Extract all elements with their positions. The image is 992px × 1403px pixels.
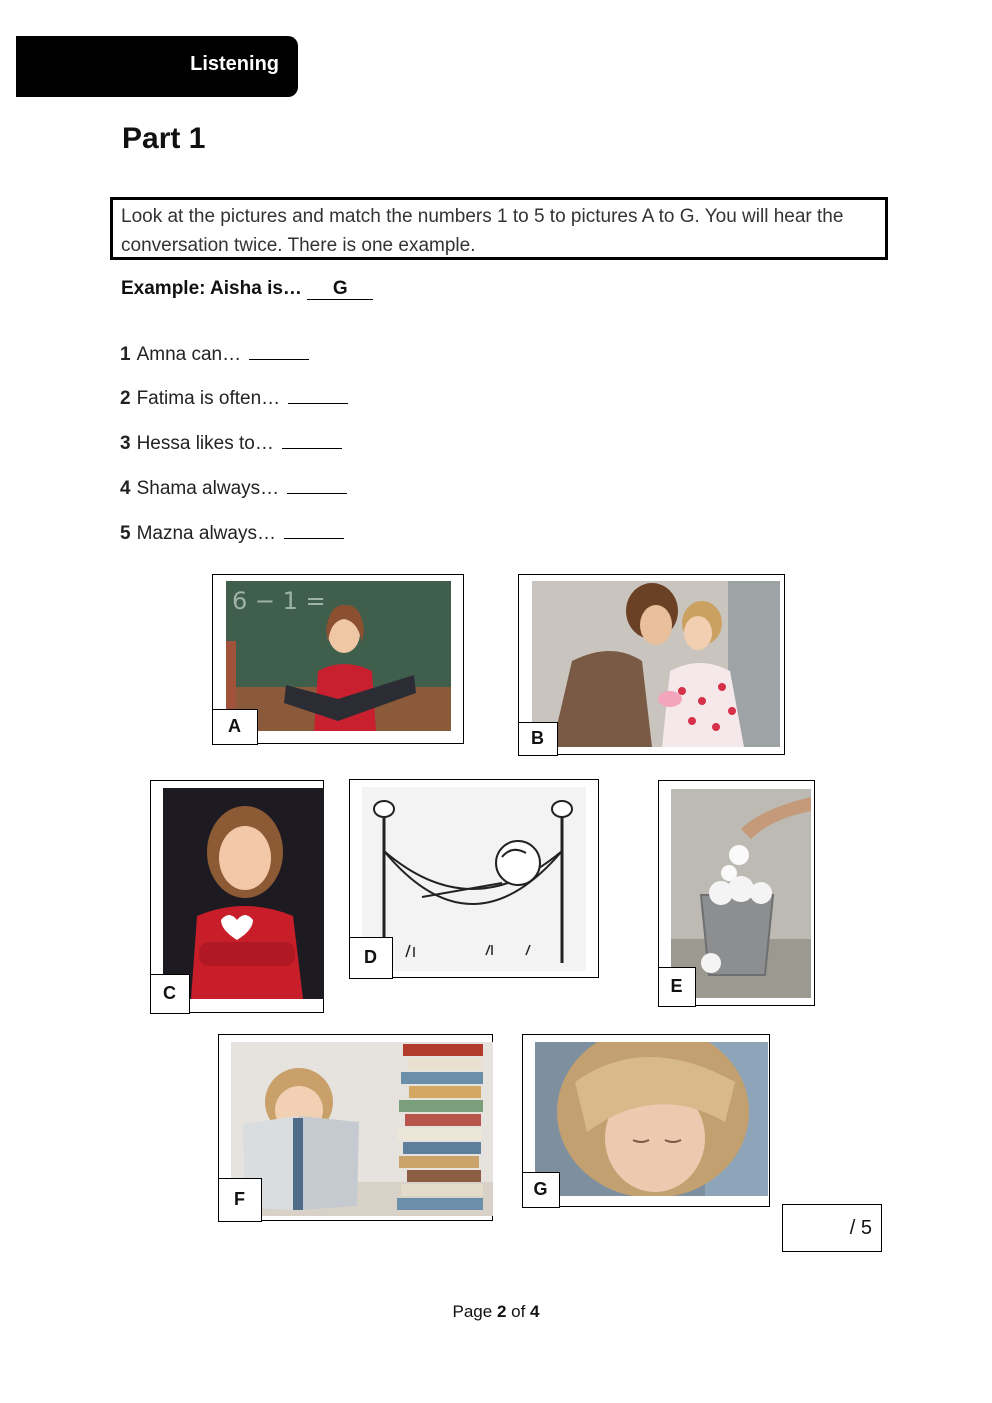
question-1 [120,343,309,366]
picture-f [218,1034,493,1221]
footer-prefix: Page [452,1302,497,1321]
girl-with-mother-icon [532,581,780,747]
girl-in-hammock-icon [362,787,586,971]
question-text: Mazna always… [136,523,276,544]
picture-label: A [212,709,258,745]
page-footer [0,1302,992,1322]
answer-blank[interactable] [287,477,347,494]
picture-d [349,779,599,978]
footer-of: of [506,1302,531,1321]
instructions-box: Look at the pictures and match the numbers 1 to 5 to pictures A to G. You will hear the conversation twice. There is one example. [110,197,888,260]
current-page: 2 [496,1302,507,1321]
picture-label: D [349,937,393,979]
question-number: 2 [120,388,131,409]
section-label: Listening [190,53,279,75]
score-text: / 5 [849,1216,872,1239]
answer-blank[interactable] [284,522,344,539]
question-2 [120,387,348,410]
picture-label: C [150,974,190,1014]
picture-label: G [522,1172,560,1208]
angry-girl-icon [163,788,324,999]
picture-c [150,780,324,1013]
svg-text:6 − 1 =: 6 − 1 = [232,587,326,615]
picture-g [522,1034,770,1207]
picture-a [212,574,464,744]
question-number: 5 [120,523,131,544]
picture-label: F [218,1178,262,1222]
picture-b [518,574,785,755]
answer-blank[interactable] [249,343,309,360]
question-number: 1 [120,344,131,365]
girl-reading-aloud-icon [226,581,451,731]
question-5 [120,522,344,545]
picture-e [658,780,815,1006]
question-number: 4 [120,478,131,499]
question-text: Hessa likes to… [136,433,274,454]
score-box[interactable] [782,1204,882,1252]
answer-blank[interactable] [282,432,342,449]
picture-label: E [658,967,696,1007]
example-line [121,278,373,300]
sad-girl-icon [535,1042,768,1196]
picture-label: B [518,722,558,756]
question-3 [120,432,342,455]
question-number: 3 [120,433,131,454]
section-tab [16,36,298,97]
example-prompt: Example: Aisha is… [121,278,302,299]
example-answer: G [307,279,373,300]
question-text: Amna can… [136,344,242,365]
answer-blank[interactable] [288,387,348,404]
part-title: Part 1 [122,122,206,155]
total-pages: 4 [530,1302,540,1321]
question-text: Shama always… [136,478,280,499]
question-4 [120,477,347,500]
question-text: Fatima is often… [136,388,281,409]
girl-behind-book-icon [231,1042,493,1216]
